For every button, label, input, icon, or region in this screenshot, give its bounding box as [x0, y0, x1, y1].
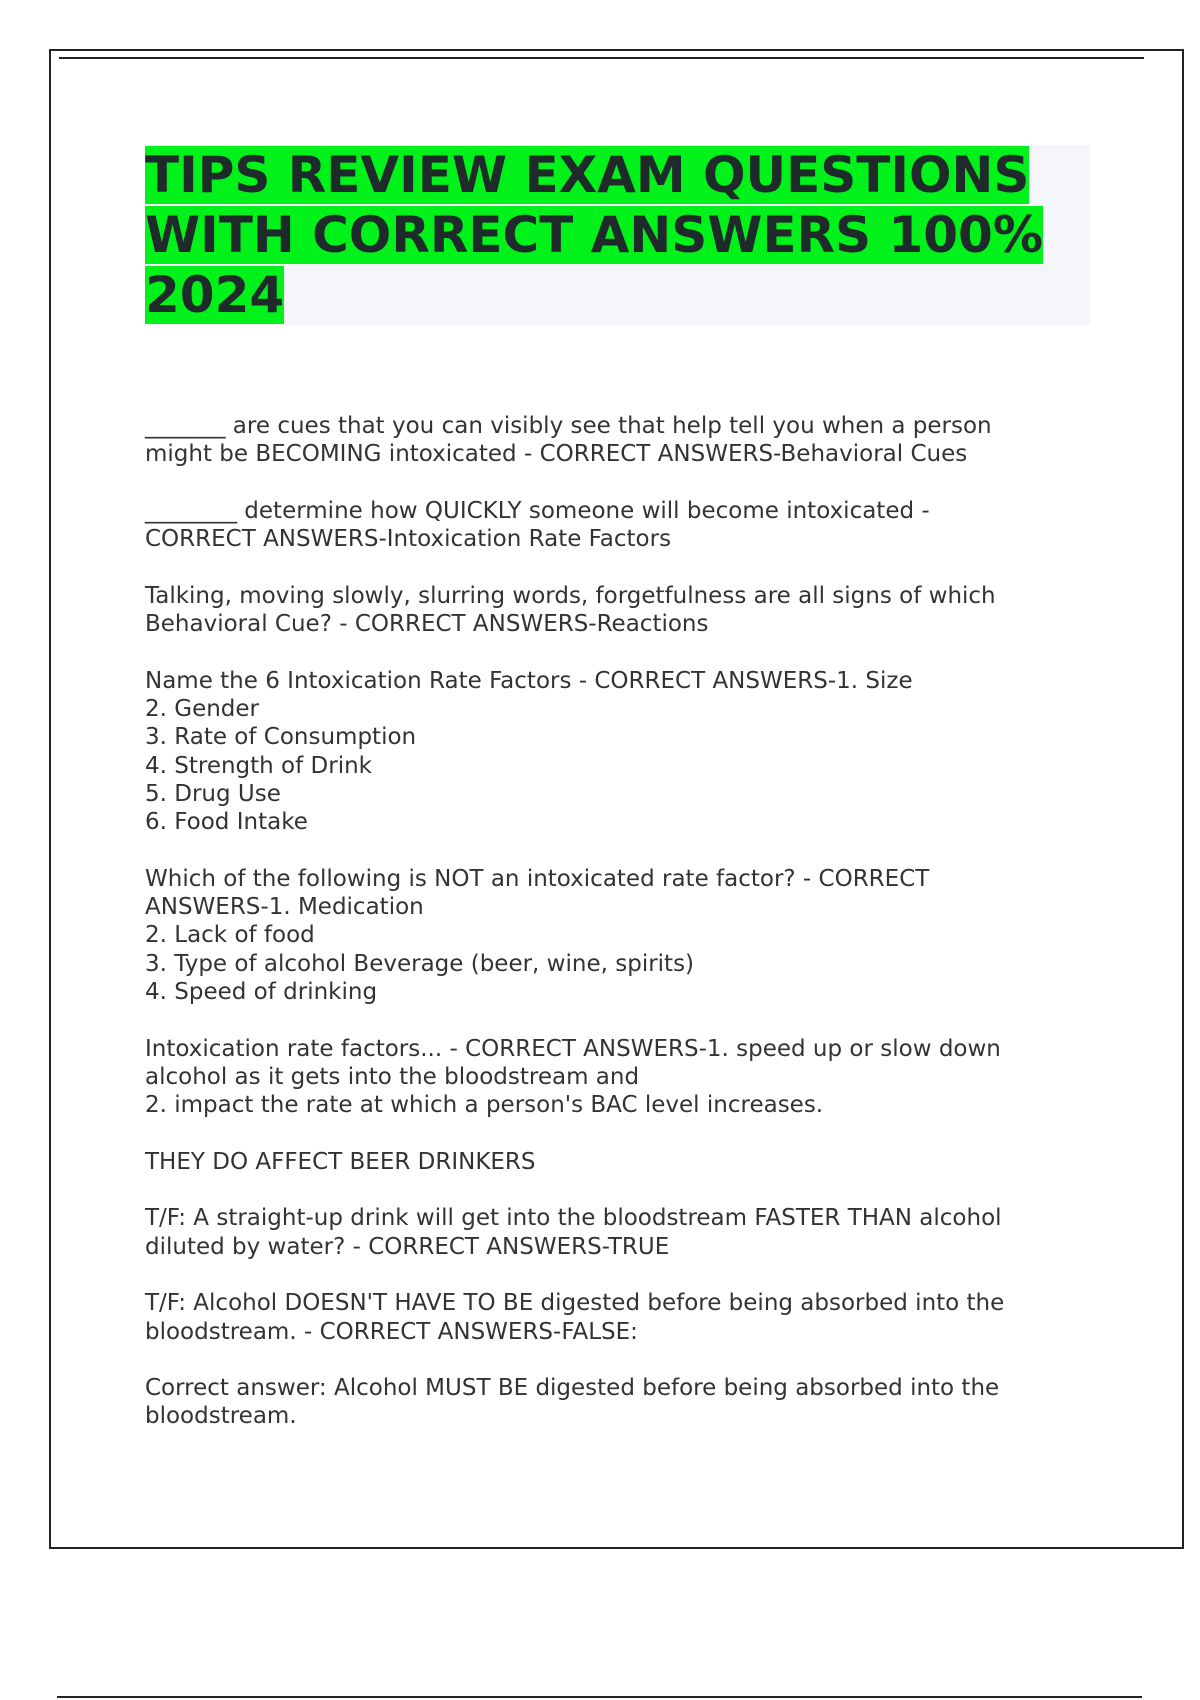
qa-line: T/F: Alcohol DOESN'T HAVE TO BE digested before being absorbed into the [145, 1290, 1005, 1317]
qa-line: ________ determine how QUICKLY someone will become intoxicated - [145, 497, 930, 524]
qa-line: 2. Gender [145, 695, 260, 722]
qa-line: Correct answer: Alcohol MUST BE digested before being absorbed into the [145, 1375, 1000, 1402]
qa-line: 4. Speed of drinking [145, 978, 378, 1005]
qa-line: bloodstream. - CORRECT ANSWERS-FALSE: [145, 1318, 638, 1345]
qa-line: might be BECOMING intoxicated - CORRECT ANSWERS-Behavioral Cues [145, 441, 968, 468]
qa-line: 2. impact the rate at which a person's BAC level increases. [145, 1092, 824, 1119]
qa-item [145, 1148, 1085, 1176]
bottom-rule-divider [57, 1696, 1142, 1698]
qa-line: diluted by water? - CORRECT ANSWERS-TRUE [145, 1233, 670, 1260]
title-block [145, 145, 1090, 325]
qa-item [145, 582, 1085, 639]
top-rule-divider [59, 57, 1144, 59]
qa-line: THEY DO AFFECT BEER DRINKERS [145, 1148, 536, 1175]
qa-item [145, 667, 1085, 837]
qa-line: 3. Type of alcohol Beverage (beer, wine, spirits) [145, 950, 695, 977]
qa-line: _______ are cues that you can visibly see that help tell you when a person [145, 413, 992, 439]
qa-line: Name the 6 Intoxication Rate Factors - CORRECT ANSWERS-1. Size [145, 667, 913, 694]
qa-item [145, 1204, 1085, 1261]
document-title [145, 145, 1090, 325]
qa-line: Behavioral Cue? - CORRECT ANSWERS-Reactions [145, 611, 709, 638]
qa-line: Talking, moving slowly, slurring words, forgetfulness are all signs of which [145, 582, 996, 609]
qa-line: 4. Strength of Drink [145, 752, 372, 779]
qa-line: ANSWERS-1. Medication [145, 894, 424, 921]
qa-line: 5. Drug Use [145, 780, 281, 807]
qa-item [145, 412, 1085, 469]
title-highlight: TIPS REVIEW EXAM QUESTIONS WITH CORRECT ANSWERS 100% 2024 [145, 146, 1043, 324]
qa-line: 2. Lack of food [145, 922, 315, 949]
qa-item [145, 497, 1085, 554]
qa-line: T/F: A straight-up drink will get into the bloodstream FASTER THAN alcohol [145, 1205, 1002, 1232]
qa-line: bloodstream. [145, 1403, 297, 1430]
qa-line: alcohol as it gets into the bloodstream and [145, 1063, 640, 1090]
qa-item [145, 1035, 1085, 1120]
qa-line: Intoxication rate factors... - CORRECT ANSWERS-1. speed up or slow down [145, 1035, 1001, 1062]
qa-list [145, 412, 1085, 1459]
qa-item [145, 1289, 1085, 1346]
qa-item [145, 865, 1085, 1006]
qa-line: 6. Food Intake [145, 809, 308, 836]
qa-line: CORRECT ANSWERS-Intoxication Rate Factors [145, 526, 672, 553]
qa-line: Which of the following is NOT an intoxicated rate factor? - CORRECT [145, 865, 930, 892]
qa-item [145, 1374, 1085, 1431]
qa-line: 3. Rate of Consumption [145, 724, 417, 751]
